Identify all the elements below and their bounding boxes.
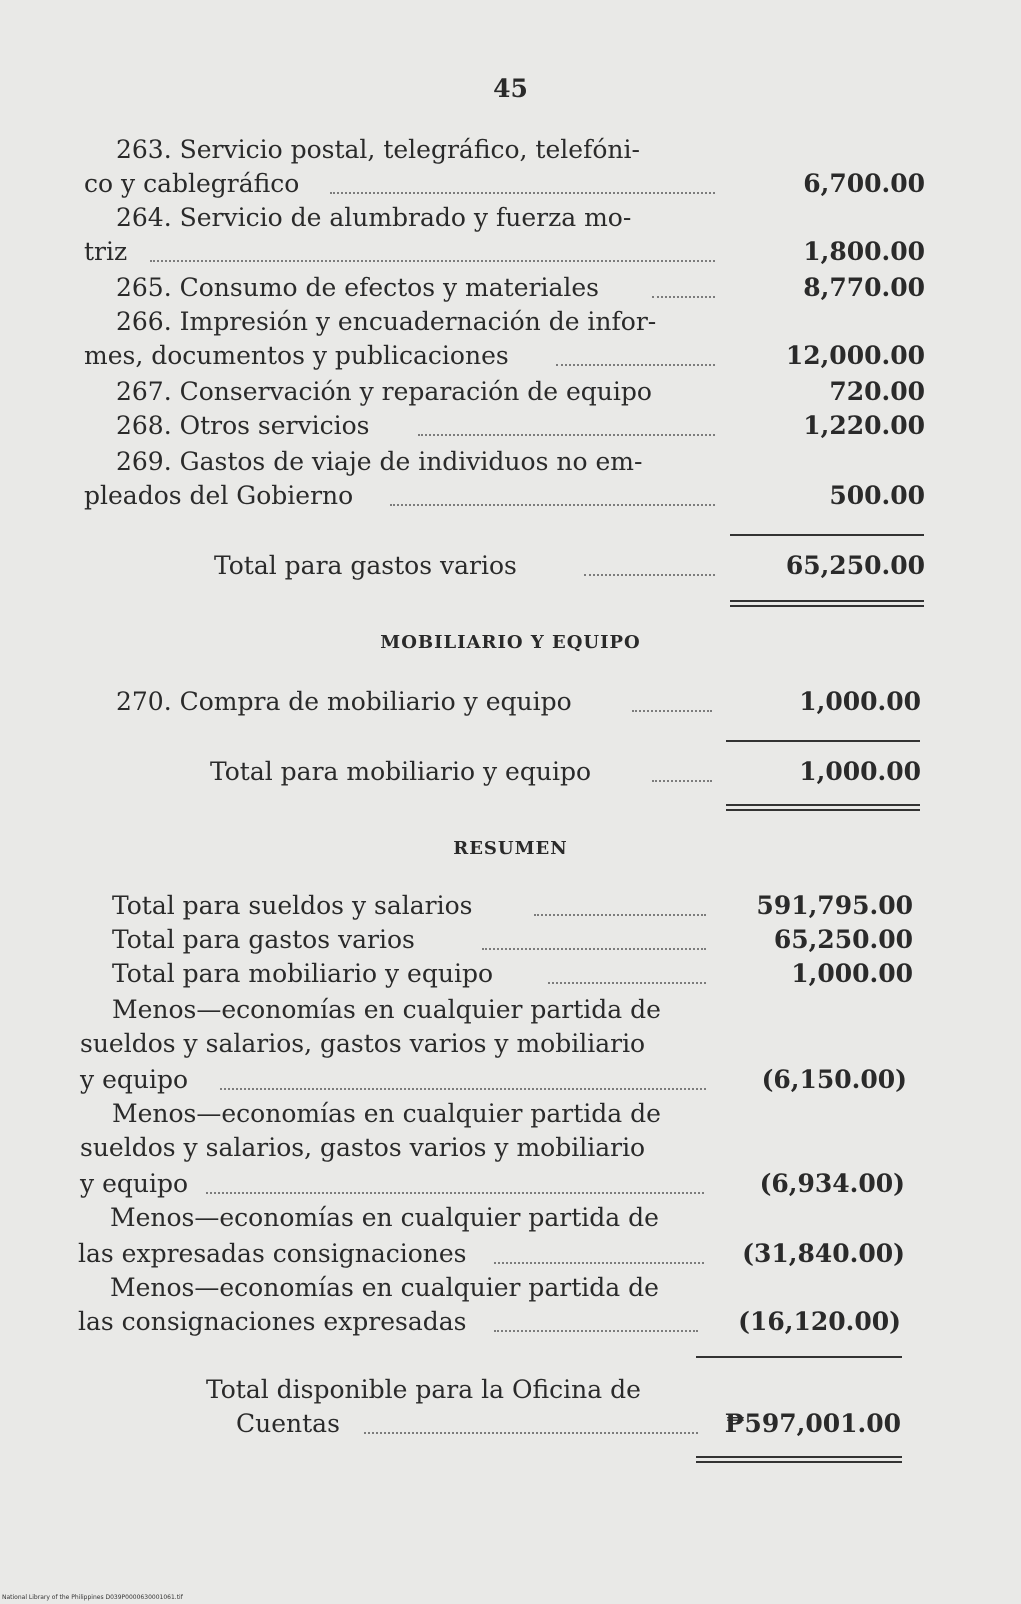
item-amount: (6,150.00) xyxy=(761,1065,907,1094)
dot-leader xyxy=(652,780,712,782)
double-rule xyxy=(726,804,920,811)
line-item xyxy=(0,1062,1021,1098)
line-item xyxy=(0,374,1021,410)
item-text: y equipo xyxy=(80,1169,189,1198)
item-amount: 720.00 xyxy=(829,377,925,406)
dot-leader xyxy=(548,982,706,984)
dot-leader xyxy=(584,574,715,576)
item-text: 266. Impresión y encuadernación de infor- xyxy=(116,307,657,336)
total-label: Total para gastos varios xyxy=(214,551,517,580)
total-amount: 65,250.00 xyxy=(785,551,925,580)
item-text: 270. Compra de mobiliario y equipo xyxy=(116,687,572,716)
dot-leader xyxy=(206,1192,704,1194)
line-item xyxy=(0,444,1021,480)
item-text: 263. Servicio postal, telegráfico, telefóni- xyxy=(116,135,640,164)
line-item xyxy=(0,1096,1021,1132)
total-label: Total disponible para la Oficina de xyxy=(206,1375,641,1404)
double-rule xyxy=(696,1456,902,1463)
section-heading: RESUMEN xyxy=(453,838,568,859)
grand-total-amount: ₱597,001.00 xyxy=(724,1409,901,1438)
line-item xyxy=(0,1236,1021,1272)
item-amount: (31,840.00) xyxy=(742,1239,905,1268)
dot-leader xyxy=(150,260,715,262)
line-item xyxy=(0,888,1021,924)
item-text: triz xyxy=(84,237,128,266)
item-amount: 65,250.00 xyxy=(773,925,913,954)
item-amount: 591,795.00 xyxy=(756,891,913,920)
item-text: 264. Servicio de alumbrado y fuerza mo- xyxy=(116,203,632,232)
item-amount: 1,800.00 xyxy=(803,237,925,266)
total-label: Cuentas xyxy=(236,1409,340,1438)
line-item xyxy=(0,338,1021,374)
line-item xyxy=(0,478,1021,514)
total-rule xyxy=(726,740,920,742)
line-item xyxy=(0,1130,1021,1166)
item-text: sueldos y salarios, gastos varios y mobiliario xyxy=(80,1029,646,1058)
dot-leader xyxy=(220,1088,706,1090)
dot-leader xyxy=(556,364,715,366)
line-item xyxy=(0,200,1021,236)
item-amount: 1,220.00 xyxy=(803,411,925,440)
item-text: Menos—economías en cualquier partida de xyxy=(110,1273,659,1302)
item-text: mes, documentos y publicaciones xyxy=(84,341,509,370)
dot-leader xyxy=(482,948,706,950)
item-amount: (6,934.00) xyxy=(759,1169,905,1198)
dot-leader xyxy=(632,710,712,712)
line-item xyxy=(0,304,1021,340)
item-amount: 12,000.00 xyxy=(785,341,925,370)
line-item xyxy=(0,956,1021,992)
item-text: las expresadas consignaciones xyxy=(78,1239,467,1268)
item-text: 267. Conservación y reparación de equipo xyxy=(116,377,652,406)
item-amount: 1,000.00 xyxy=(799,687,921,716)
item-amount: 6,700.00 xyxy=(803,169,925,198)
double-rule xyxy=(730,600,924,607)
line-item xyxy=(0,166,1021,202)
line-item xyxy=(0,922,1021,958)
total-label: Total para mobiliario y equipo xyxy=(210,757,592,786)
item-text: co y cablegráfico xyxy=(84,169,300,198)
item-amount: 8,770.00 xyxy=(803,273,925,302)
item-text: y equipo xyxy=(80,1065,189,1094)
total-line xyxy=(0,1372,1021,1408)
line-item xyxy=(0,270,1021,306)
total-line xyxy=(0,754,1021,790)
archive-footer: National Library of the Philippines D039P0000630001061.tif xyxy=(2,1594,183,1601)
total-amount: 1,000.00 xyxy=(799,757,921,786)
item-text: las consignaciones expresadas xyxy=(78,1307,467,1336)
dot-leader xyxy=(364,1432,698,1434)
item-text: Total para mobiliario y equipo xyxy=(112,959,494,988)
item-text: pleados del Gobierno xyxy=(84,481,354,510)
line-item xyxy=(0,684,1021,720)
item-text: Menos—economías en cualquier partida de xyxy=(112,1099,661,1128)
item-text: sueldos y salarios, gastos varios y mobiliario xyxy=(80,1133,646,1162)
dot-leader xyxy=(494,1262,704,1264)
dot-leader xyxy=(418,434,715,436)
item-text: Menos—economías en cualquier partida de xyxy=(110,1203,659,1232)
item-amount: 1,000.00 xyxy=(791,959,913,988)
item-text: Menos—economías en cualquier partida de xyxy=(112,995,661,1024)
line-item xyxy=(0,992,1021,1028)
item-text: Total para sueldos y salarios xyxy=(112,891,473,920)
page-number: 45 xyxy=(493,74,528,103)
line-item xyxy=(0,132,1021,168)
item-text: 269. Gastos de viaje de individuos no em- xyxy=(116,447,643,476)
dot-leader xyxy=(534,914,706,916)
total-rule xyxy=(730,534,924,536)
dot-leader xyxy=(652,296,715,298)
line-item xyxy=(0,1166,1021,1202)
item-text: 265. Consumo de efectos y materiales xyxy=(116,273,599,302)
dot-leader xyxy=(330,192,715,194)
item-text: Total para gastos varios xyxy=(112,925,415,954)
section-heading: MOBILIARIO Y EQUIPO xyxy=(380,632,641,653)
line-item xyxy=(0,1270,1021,1306)
item-amount: 500.00 xyxy=(829,481,925,510)
dot-leader xyxy=(494,1330,698,1332)
item-text: 268. Otros servicios xyxy=(116,411,370,440)
line-item xyxy=(0,408,1021,444)
total-rule xyxy=(696,1356,902,1358)
line-item xyxy=(0,1304,1021,1340)
dot-leader xyxy=(390,504,715,506)
line-item xyxy=(0,1200,1021,1236)
line-item xyxy=(0,234,1021,270)
total-line xyxy=(0,1406,1021,1442)
line-item xyxy=(0,1026,1021,1062)
item-amount: (16,120.00) xyxy=(738,1307,901,1336)
total-line xyxy=(0,548,1021,584)
